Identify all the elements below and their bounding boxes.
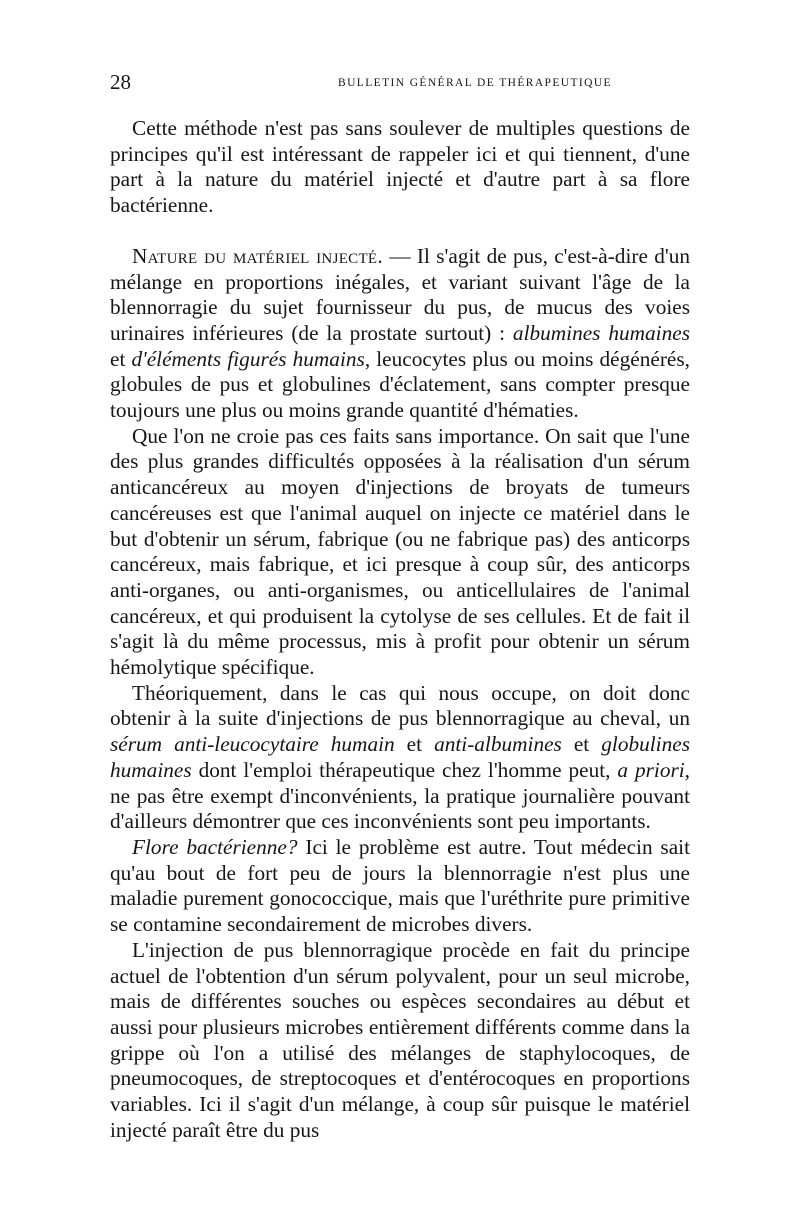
text-run: Théoriquement, dans le cas qui nous occupe, on doit donc obtenir à la suite d'injections de pus blennorragique au cheval, un (110, 680, 690, 731)
running-title: BULLETIN GÉNÉRAL DE THÉRAPEUTIQUE (338, 77, 612, 89)
paragraph-injection: L'injection de pus blennorragique procède en fait du principe actuel de l'obtention d'un sérum polyvalent, pour un seul microbe, mais de différentes souches ou espèces secondaires au début et aussi pour plusieurs microbes entièrement différents comme dans la grippe où l'on a utilisé des mélanges de staphylocoques, de pneumocoques, de streptocoques et d'entérocoques en proportions variables. Ici il s'agit d'un mélange, à coup sûr puisque le matériel injecté paraît être du pus (110, 937, 690, 1142)
italic-term: anti-albumines (434, 732, 562, 757)
italic-term: globulines humaines (110, 732, 690, 782)
text-run: et (561, 732, 602, 757)
paragraph-nature (110, 244, 690, 424)
text-run: — Il s'agit de pus, c'est-à-dire d'un mélange en proportions inégales, et variant suivant l'âge de la blennorragie du sujet fournisseur du pus, de mucus des voies urinaires inférieures (de la prostate surtout) : (110, 243, 690, 345)
italic-term: albumines humaines (512, 320, 690, 345)
italic-term: a priori (617, 757, 685, 782)
italic-term: sérum anti-leucocytaire humain (110, 732, 395, 757)
text-run: dont l'emploi thérapeutique chez l'homme peut, (191, 757, 618, 782)
section-heading-flore: Flore bactérienne? (132, 834, 298, 859)
text-run: et (394, 732, 435, 757)
page-number: 28 (110, 70, 131, 94)
paragraph-cancer-serum: Que l'on ne croie pas ces faits sans importance. On sait que l'une des plus grandes difficultés opposées à la réalisation d'un sérum anticancéreux au moyen d'injections de broyats de tumeurs cancéreuses est que l'animal auquel on injecte ce matériel dans le but d'obtenir un sérum, fabrique (ou ne fabrique pas) des anticorps cancéreux, mais fabrique, et ici presque à coup sûr, des anticorps anti-organes, ou anti-organismes, ou anticellulaires de l'animal cancéreux, et qui produisent la cytolyse de ses cellules. Et de fait il s'agit là du même processus, mis à profit pour obtenir un sérum hémolytique spécifique. (110, 423, 690, 680)
paragraph-intro: Cette méthode n'est pas sans soulever de multiples questions de principes qu'il est intéressant de rappeler ici et qui tiennent, d'une part à la nature du matériel injecté et d'autre part à sa flore bactérienne. (110, 116, 690, 218)
text-run: , leucocytes plus ou moins dégénérés, globules de pus et globulines d'éclatement, sans compter presque toujours une plus ou moins grande quantité d'hématies. (110, 346, 690, 423)
section-heading-nature: Nature du matériel injecté. (132, 243, 384, 268)
body-text (110, 116, 690, 1143)
text-run: Ici le problème est autre. Tout médecin sait qu'au bout de fort peu de jours la blennorragie n'est plus une maladie purement gonococcique, mais que l'uréthrite pure primitive se contamine secondairement de microbes divers. (110, 834, 690, 937)
italic-term: d'éléments figurés humains (131, 346, 365, 371)
text-run: , ne pas être exempt d'inconvénients, la pratique journalière pouvant d'ailleurs démontrer que ces inconvénients sont peu importants. (110, 757, 690, 834)
text-run: et (110, 346, 132, 371)
paragraph-flore (110, 835, 690, 938)
page-header (110, 70, 690, 100)
paragraph-theory (110, 681, 690, 835)
